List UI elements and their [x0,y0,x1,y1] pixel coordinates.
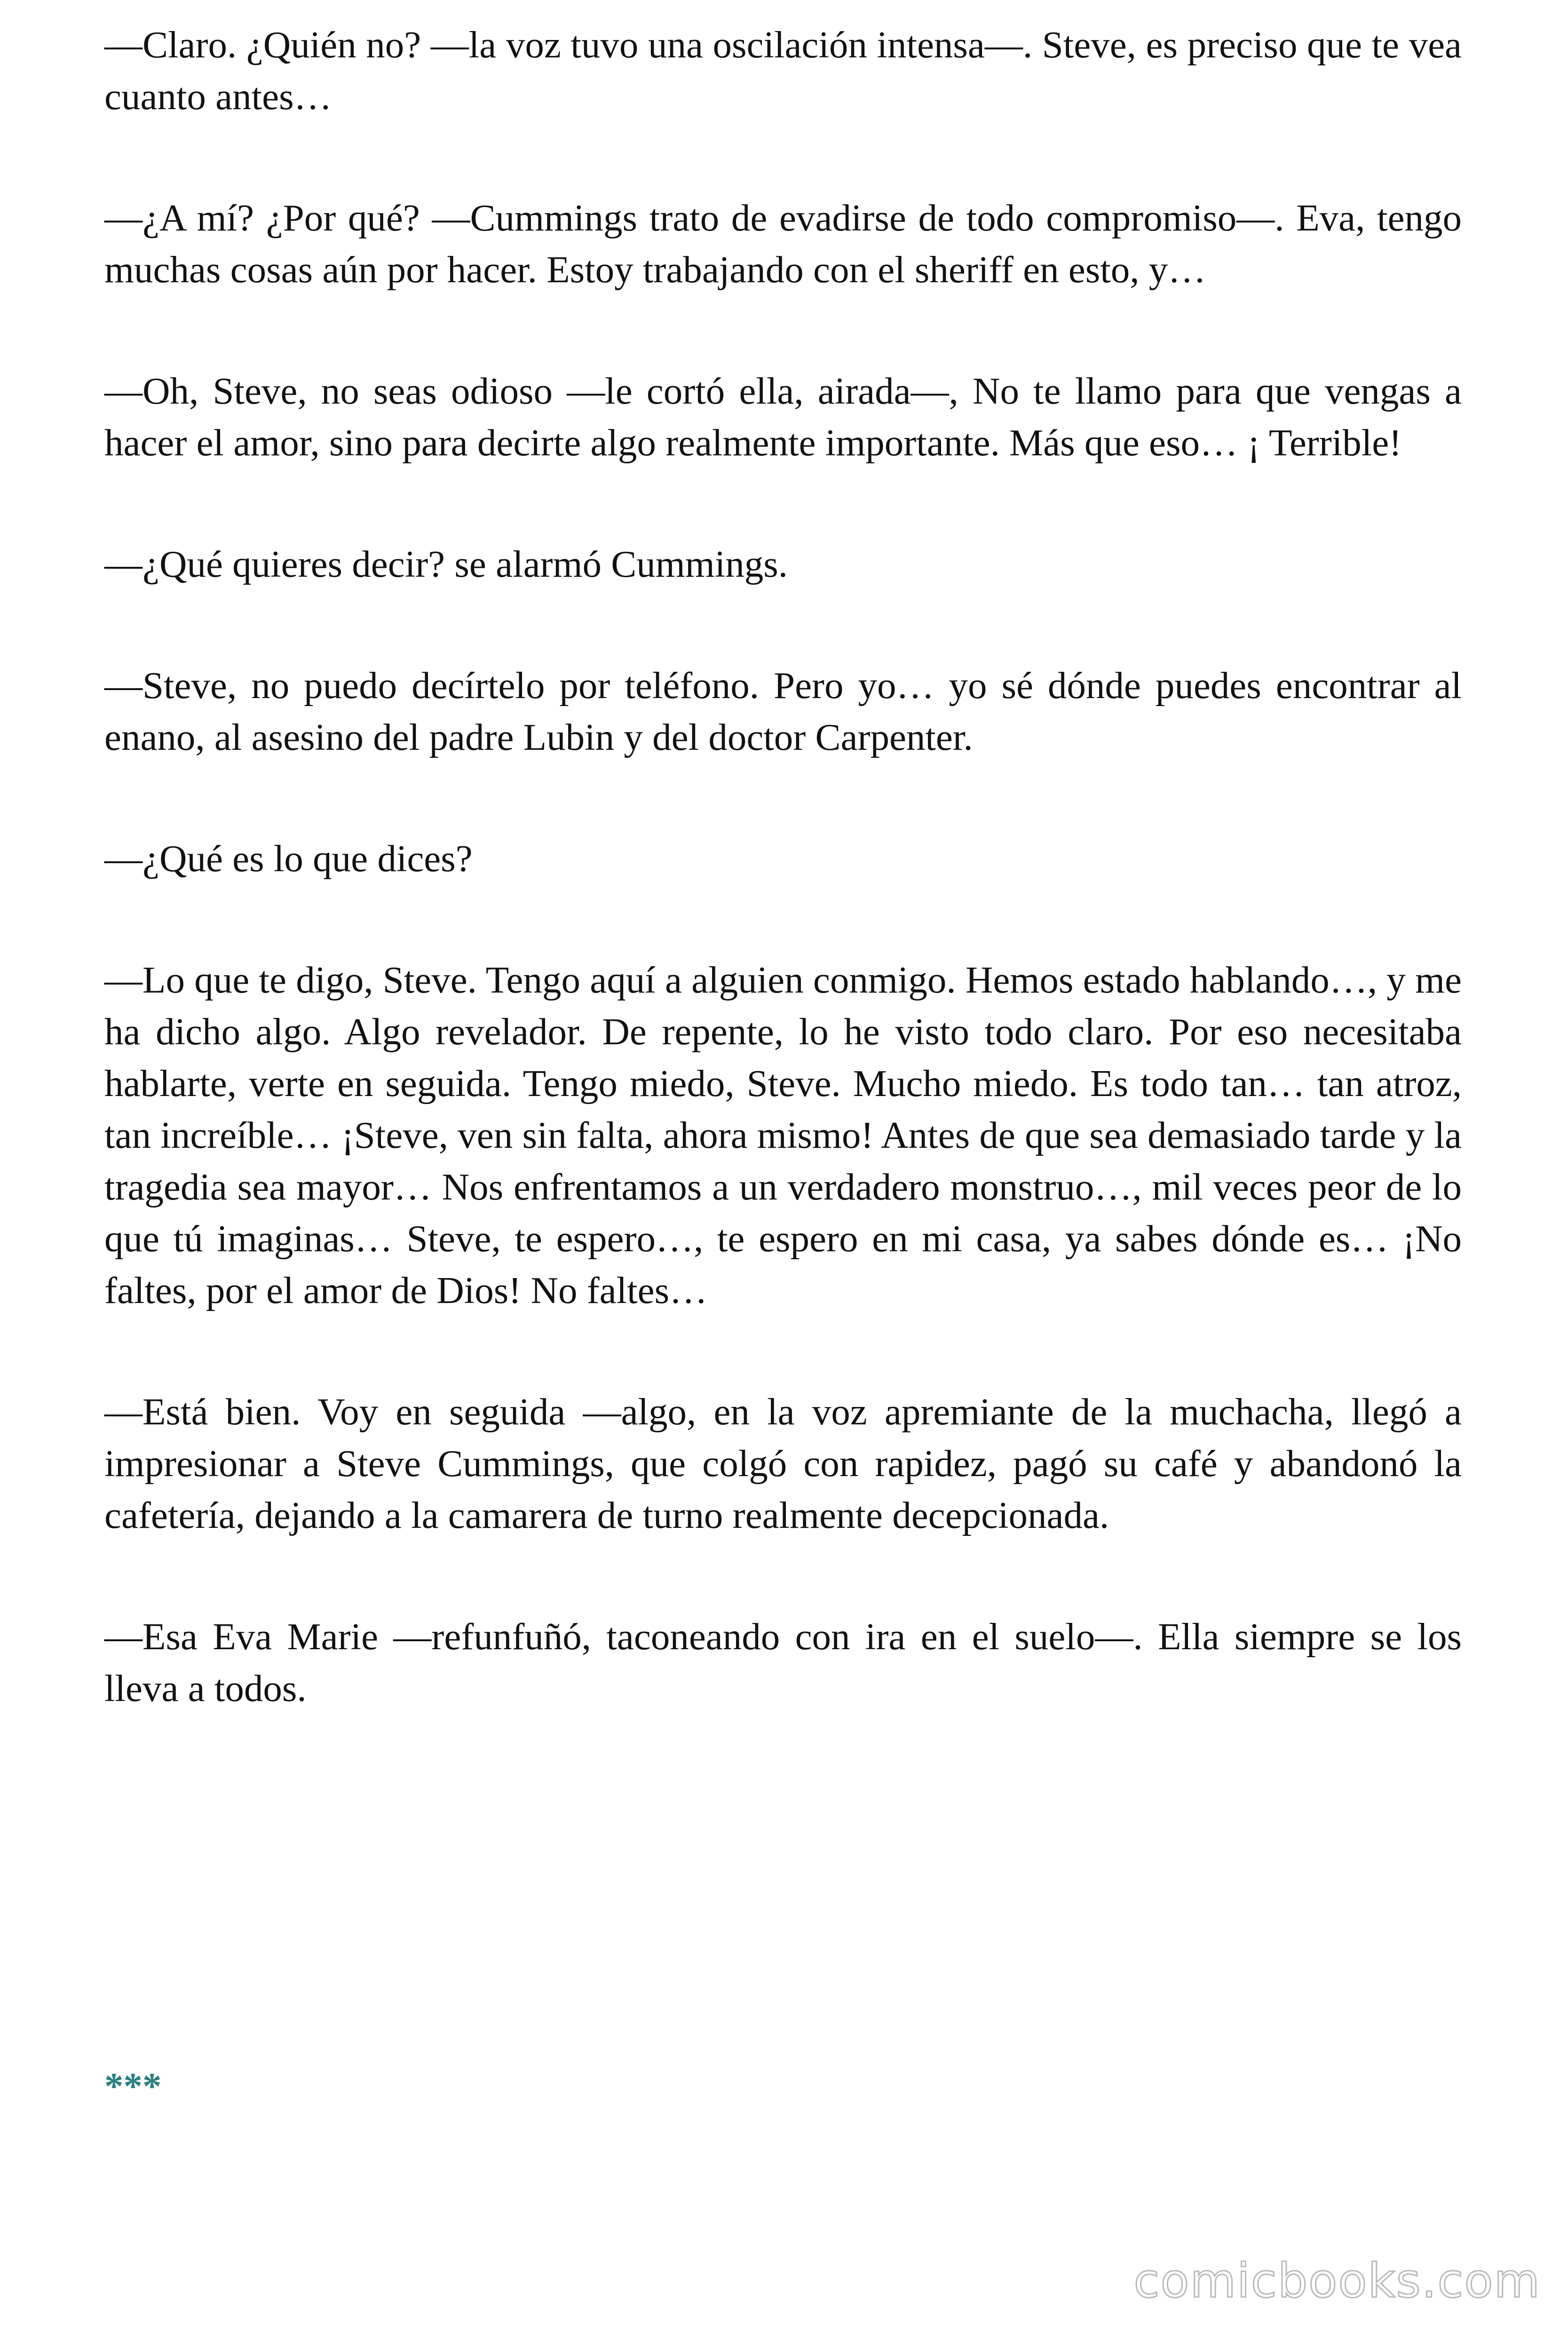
section-separator: *** [104,2065,162,2107]
paragraph-8: —Está bien. Voy en seguida —algo, en la voz apremiante de la muchacha, llegó a impresionar a Steve Cummings, que colgó con rapidez, pagó su café y abandonó la cafetería, dejando a la camarera de turno realmente decepcionada. [104,1391,1462,1536]
paragraph-2: —¿A mí? ¿Por qué? —Cummings trato de evadirse de todo compromiso—. Eva, tengo muchas cosas aún por hacer. Estoy trabajando con el sheriff en esto, y… [104,197,1462,291]
paragraph-4: —¿Qué quieres decir? se alarmó Cummings. [104,543,788,585]
paragraph-9: —Esa Eva Marie —refunfuñó, taconeando con ira en el suelo—. Ella siempre se los lleva a todos. [104,1615,1462,1709]
watermark-logo: comicbooks.com [1133,2253,1541,2308]
paragraph-5: —Steve, no puedo decírtelo por teléfono. Pero yo… yo sé dónde puedes encontrar al enano, al asesino del padre Lubin y del doctor Carpenter. [104,664,1462,758]
paragraph-1: —Claro. ¿Quién no? —la voz tuvo una oscilación intensa—. Steve, es preciso que te vea cuanto antes… [104,24,1462,118]
page-body [104,19,1462,1714]
paragraph-6: —¿Qué es lo que dices? [104,837,473,880]
paragraph-7: —Lo que te digo, Steve. Tengo aquí a alguien conmigo. Hemos estado hablando…, y me ha dicho algo. Algo revelador. De repente, lo he visto todo claro. Por eso necesitaba hablarte, verte en seguida. Tengo miedo, Steve. Mucho miedo. Es todo tan… tan atroz, tan increíble… ¡Steve, ven sin falta, ahora mismo! Antes de que sea demasiado tarde y la tragedia sea mayor… Nos enfrentamos a un verdadero monstruo…, mil veces peor de lo que tú imaginas… Steve, te espero…, te espero en mi casa, ya sabes dónde es… ¡No faltes, por el amor de Dios! No faltes… [104,959,1462,1311]
paragraph-3: —Oh, Steve, no seas odioso —le cortó ella, airada—, No te llamo para que vengas a hacer el amor, sino para decirte algo realmente importante. Más que eso… ¡ Terrible! [104,370,1462,464]
